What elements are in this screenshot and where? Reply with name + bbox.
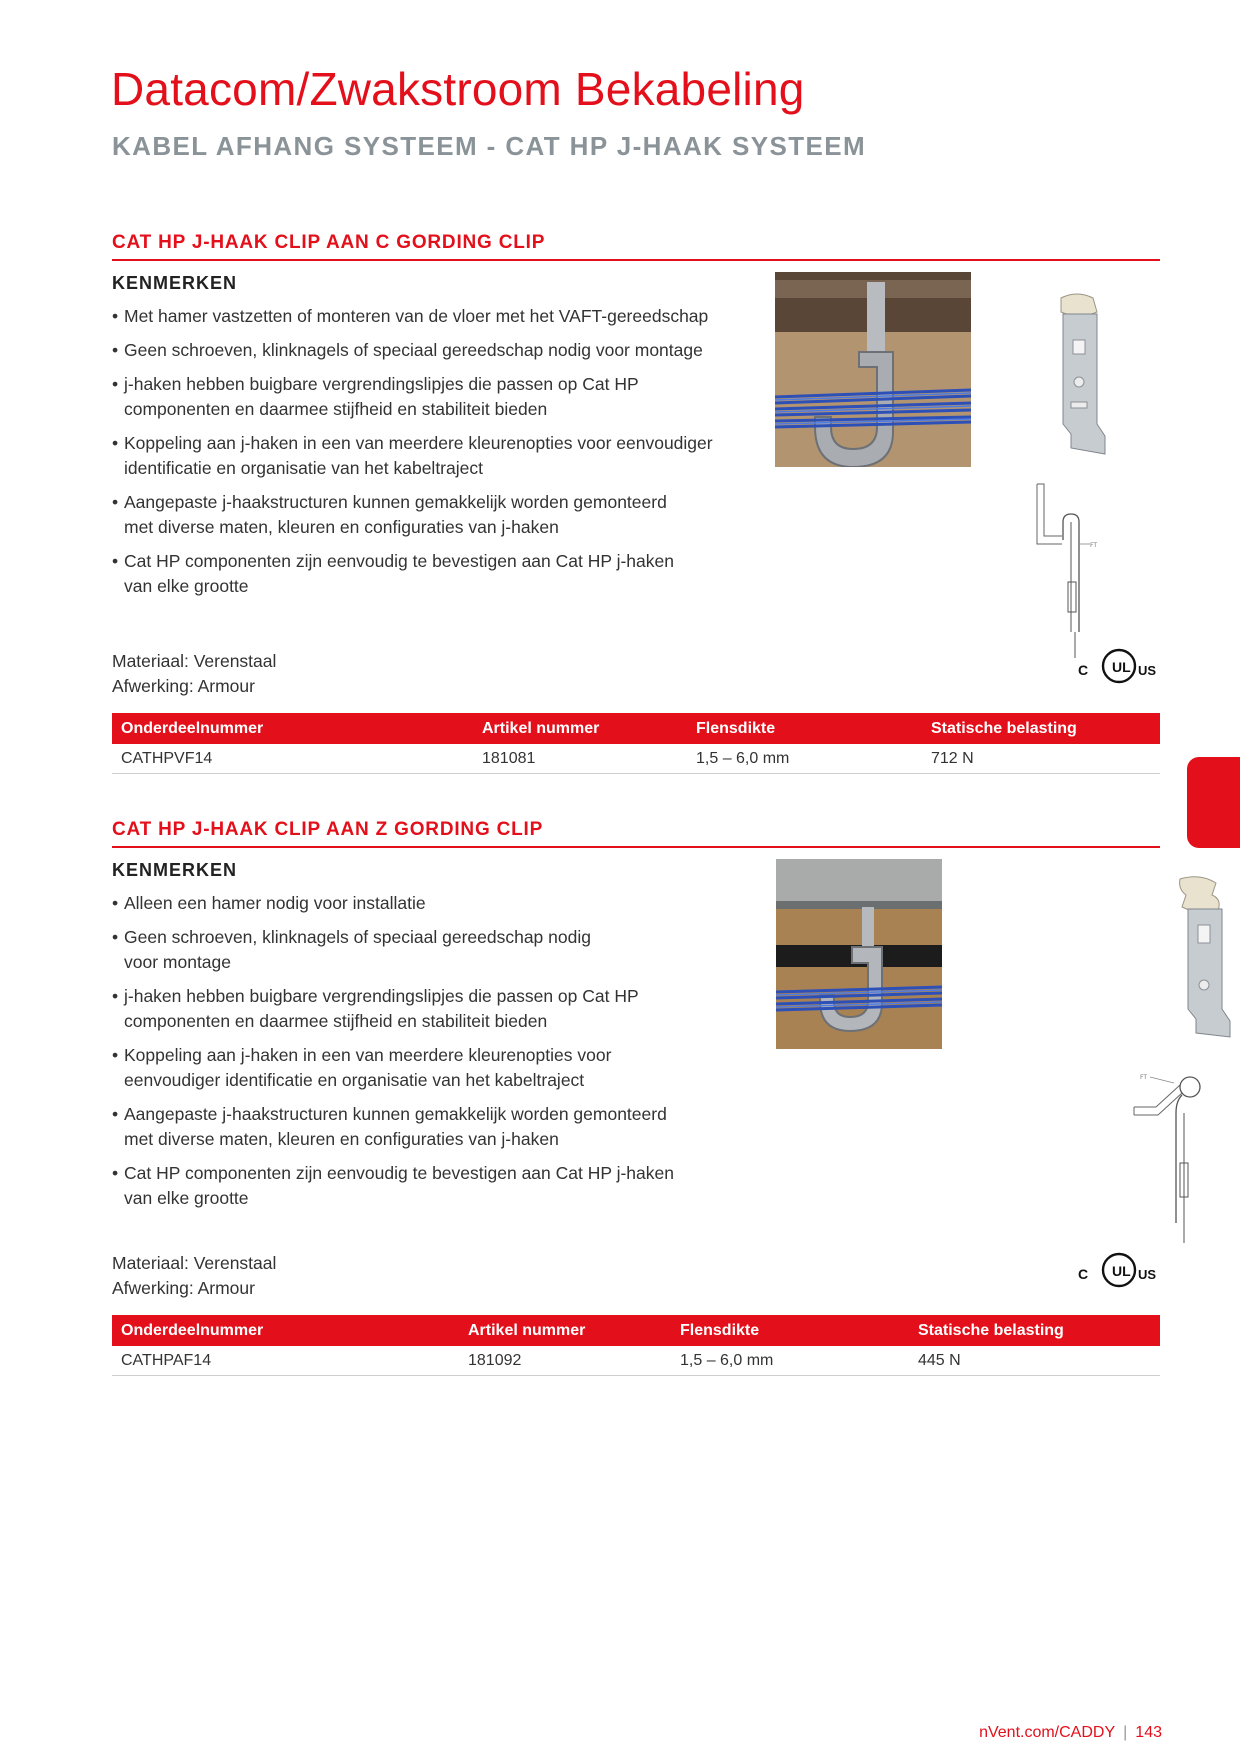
table-header-row [112,713,1160,744]
feature-item: • Geen schroeven, klinknagels of speciaal gereedschap nodig voor montage [112,338,772,363]
installation-photo [775,272,971,467]
feature-item: • Alleen een hamer nodig voor installatie [112,891,772,916]
column-header: Statische belasting [922,713,1160,744]
column-header: Flensdikte [671,1315,909,1346]
svg-text:US: US [1138,663,1157,678]
footer [979,1724,1162,1742]
material-text: Materiaal: Verenstaal [112,651,277,671]
material-info [112,1251,276,1301]
svg-text:UL: UL [1112,659,1131,675]
features-title: KENMERKEN [112,273,238,293]
section-title: CAT HP J-HAAK CLIP AAN Z GORDING CLIP [112,819,1160,848]
feature-item: • Met hamer vastzetten of monteren van de vloer met het VAFT-gereedschap [112,304,772,329]
technical-drawing [1024,482,1104,672]
clip-product-image [1047,292,1117,457]
finish-text: Afwerking: Armour [112,676,255,696]
table-cell: 1,5 – 6,0 mm [671,1346,909,1376]
column-header: Artikel nummer [459,1315,671,1346]
page-number: 143 [1135,1724,1162,1741]
ul-certification-icon [1078,1252,1160,1288]
page-subtitle: KABEL AFHANG SYSTEEM - CAT HP J-HAAK SYSTEEM [112,131,867,161]
feature-item: • Geen schroeven, klinknagels of speciaal gereedschap nodig voor montage [112,925,772,975]
column-header: Onderdeelnummer [112,713,473,744]
table-row [112,1346,1160,1376]
spec-table [112,713,1160,774]
features-title: KENMERKEN [112,860,238,880]
material-info [112,649,276,699]
technical-drawing [1128,1073,1208,1253]
table-cell: 712 N [922,744,1160,774]
page-title: Datacom/Zwakstroom Bekabeling [111,63,805,115]
feature-item: • Aangepaste j-haakstructuren kunnen gemakkelijk worden gemonteerd met diverse maten, kleuren en configuraties van j-haken [112,1102,772,1152]
product-section-z-clip [112,819,1160,1369]
section-title: CAT HP J-HAAK CLIP AAN C GORDING CLIP [112,232,1160,261]
svg-text:C: C [1078,662,1089,678]
column-header: Onderdeelnummer [112,1315,459,1346]
table-cell: 181092 [459,1346,671,1376]
ul-certification-icon [1078,648,1160,684]
drawing-label: FT [1090,542,1098,549]
feature-list [112,891,772,1211]
column-header: Statische belasting [909,1315,1160,1346]
feature-item: • j-haken hebben buigbare vergrendingslipjes die passen op Cat HP componenten en daarmee stijfheid en stabiliteit bieden [112,984,772,1034]
feature-item: • Cat HP componenten zijn eenvoudig te bevestigen aan Cat HP j-haken van elke grootte [112,549,772,599]
svg-text:US: US [1138,1267,1157,1282]
clip-product-image [1172,875,1240,1040]
table-row [112,744,1160,774]
table-cell: 445 N [909,1346,1160,1376]
feature-item: • Koppeling aan j-haken in een van meerdere kleurenopties voor eenvoudiger identificatie en organisatie van het kabeltraject [112,1043,772,1093]
feature-item: • Aangepaste j-haakstructuren kunnen gemakkelijk worden gemonteerd met diverse maten, kleuren en configuraties van j-haken [112,490,772,540]
footer-website: nVent.com/CADDY [979,1724,1116,1741]
feature-item: • Cat HP componenten zijn eenvoudig te bevestigen aan Cat HP j-haken van elke grootte [112,1161,772,1211]
installation-photo [776,859,942,1049]
column-header: Artikel nummer [473,713,687,744]
footer-separator: | [1123,1724,1128,1741]
svg-text:C: C [1078,1266,1089,1282]
drawing-label: FT [1140,1074,1148,1081]
chapter-tab [1187,757,1240,848]
feature-list [112,304,772,599]
product-section-c-clip [112,232,1160,767]
feature-item: • j-haken hebben buigbare vergrendingslipjes die passen op Cat HP componenten en daarmee stijfheid en stabiliteit bieden [112,372,772,422]
feature-item: • Koppeling aan j-haken in een van meerdere kleurenopties voor eenvoudiger identificatie en organisatie van het kabeltraject [112,431,772,481]
svg-text:UL: UL [1112,1263,1131,1279]
table-cell: 181081 [473,744,687,774]
spec-table [112,1315,1160,1376]
table-cell: CATHPVF14 [112,744,473,774]
table-cell: CATHPAF14 [112,1346,459,1376]
finish-text: Afwerking: Armour [112,1278,255,1298]
table-header-row [112,1315,1160,1346]
column-header: Flensdikte [687,713,922,744]
table-cell: 1,5 – 6,0 mm [687,744,922,774]
material-text: Materiaal: Verenstaal [112,1253,277,1273]
